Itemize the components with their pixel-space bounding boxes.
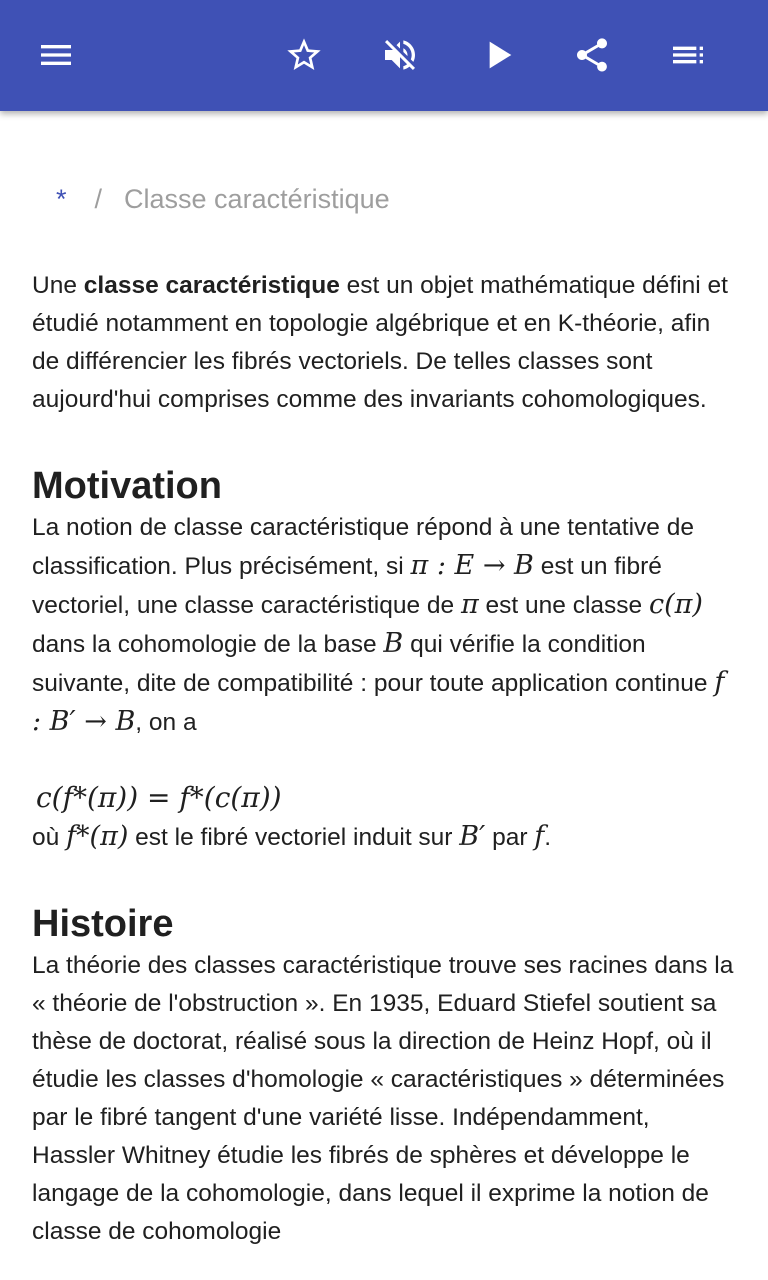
math: f : B′ → B <box>32 667 725 737</box>
play-button[interactable] <box>470 27 526 83</box>
table-of-contents-icon <box>668 35 708 75</box>
text: . <box>544 824 552 851</box>
text: est une classe <box>478 592 649 619</box>
text: qui vérifie la condition suivante, dite de compatibilité : pour toute application continue <box>32 631 715 697</box>
share-icon <box>572 35 612 75</box>
text: où <box>32 824 67 851</box>
math: f <box>534 821 545 852</box>
star-outline-icon <box>284 35 324 75</box>
math: B′ <box>459 821 486 852</box>
intro-text: Une <box>32 272 84 299</box>
share-button[interactable] <box>564 27 620 83</box>
hamburger-menu-icon <box>36 35 76 75</box>
equation-explanation <box>32 818 736 857</box>
math: π <box>460 589 479 620</box>
mute-button[interactable] <box>372 27 428 83</box>
math: c(π) <box>648 589 703 620</box>
compatibility-equation: c(f*(π)) = f*(c(π)) <box>36 781 282 814</box>
math: π : E → B <box>410 550 534 581</box>
intro-paragraph <box>32 267 736 419</box>
math: f*(π) <box>66 821 129 852</box>
text: dans la cohomologie de la base <box>32 631 384 658</box>
breadcrumb-current: Classe caractéristique <box>124 184 390 214</box>
text: La notion de classe caractéristique répond à une tentative de classification. Plus précisément, si <box>32 514 694 580</box>
intro-bold-term: classe caractéristique <box>83 272 340 299</box>
breadcrumb <box>32 181 736 217</box>
play-icon <box>478 35 518 75</box>
menu-button[interactable] <box>28 27 84 83</box>
volume-off-icon <box>380 35 420 75</box>
histoire-paragraph: La théorie des classes caractéristique trouve ses racines dans la « théorie de l'obstruction ». En 1935, Eduard Stiefel soutient sa thèse de doctorat, réalisé sous la direction de Heinz Hopf, où il étudie les classes d'homologie « caractéristiques » déterminées par le fibré tangent d'une variété lisse. Indépendamment, Hassler Whitney étudie les fibrés de sphères et développe le langage de la cohomologie, dans lequel il exprime la notion de classe de cohomologie <box>32 952 734 1245</box>
motivation-paragraph <box>32 509 736 742</box>
section-heading-histoire: Histoire <box>32 903 174 945</box>
section-heading-motivation: Motivation <box>32 465 222 507</box>
intro-text-rest: est un objet mathématique défini et étudié notamment en topologie algébrique et en K-théorie, afin de différencier les fibrés vectoriels. De telles classes sont aujourd'hui comprises comme des invariants cohomologiques. <box>32 272 728 413</box>
article-content <box>32 111 736 1251</box>
text: par <box>485 824 535 851</box>
text: , on a <box>135 709 197 736</box>
favorite-button[interactable] <box>276 27 332 83</box>
breadcrumb-separator: / <box>94 184 103 214</box>
app-toolbar <box>0 0 768 111</box>
text: est le fibré vectoriel induit sur <box>128 824 460 851</box>
text: est un fibré vectoriel, une classe caractéristique de <box>32 553 662 619</box>
math: B <box>383 628 404 659</box>
contents-button[interactable] <box>660 27 716 83</box>
breadcrumb-home-link[interactable]: * <box>56 184 67 214</box>
